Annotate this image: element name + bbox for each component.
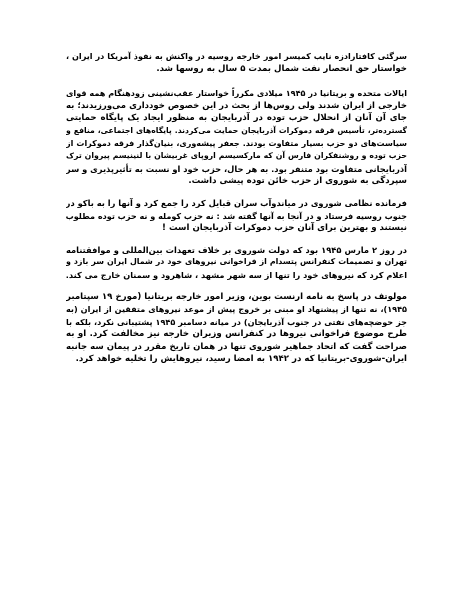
text-line: صراحت گفت که اتحاد جماهیر شوروی تنها در همان تاریخ مقرر در پیمان سه جانبه xyxy=(66,341,407,352)
text-line: حزب توده و روشنفکران فارس آن که مارکسیسم اروپای غربیشان با لنینیسم پیروان ترک xyxy=(66,151,407,161)
paragraph-kaftaradze xyxy=(66,50,407,75)
text-line: سرگئی کافتارادزه نایب کمیسر امور خارجه روسیه در واکنش به نفوذ آمریکا در ایران ، xyxy=(66,51,407,61)
text-line: جای آن آنان از انحلال حزب توده در آذربایجان به منظور ایجاد یک پایگاه حمایتی xyxy=(66,113,407,124)
text-line: در روز ۲ مارس ۱۹۴۵ بود که دولت شوروی بر خلاف تعهدات بین‌المللی و موافقتنامه xyxy=(66,244,407,255)
text-line: ۱۹۴۵)، نه تنها از پیشنهاد او مبنی بر خروج پیش از موعد نیروهای متفقین از ایران (به xyxy=(66,304,407,315)
text-line: ایالات متحده و بریتانیا در ۱۹۴۵ میلادی مکرراً خواستار عقب‌نشینی زودهنگام همه قوای xyxy=(66,88,407,99)
text-line: تهران و تصمیمات کنفرانس پتسدام از فراخوانی نیروهای خود در شمال ایران سر بازد و xyxy=(66,257,407,267)
paragraph-march-1945 xyxy=(66,244,407,282)
text-line: خواستار حق انحصار نفت شمال بمدت ۵ سال به روسها شد. xyxy=(156,63,407,74)
paragraph-miandoab xyxy=(66,197,407,235)
paragraph-us-britain xyxy=(66,87,407,188)
text-line: جنوب روسیه فرستاد و در آنجا به آنها گفته شد : نه حزب کومله و نه حزب توده مطلوب xyxy=(66,210,407,221)
paragraph-molotov xyxy=(66,291,407,367)
text-line: آذربایجانی متفاوت بود متنفر بود. به هر حال، حزب خود او نسبت به تأثیرپذیری و سر xyxy=(66,163,407,174)
text-line: گسترده‌تر، تأسیس فرقه دموکرات آذربایجان حمایت می‌کردند. پایگاه‌های اجتماعی، منافع و xyxy=(66,125,407,135)
text-line: نیستند و بهترین برای آنان حزب دموکرات آذربایجان است ! xyxy=(162,223,407,234)
text-line: ایران-شوروی-بریتانیا که در ۱۹۴۲ به امضا رسید، نیروهایش را تخلیه خواهد کرد. xyxy=(75,354,407,365)
text-line: طرح موضوع فراخوانی نیروها در کنفرانس وزیران خارجه نیز مخالفت کرد. او به xyxy=(66,329,407,340)
text-line: سیاست‌های دو حزب بسیار متفاوت بودند. جعفر پیشه‌وری، بنیان‌گذار فرقه دموکرات از xyxy=(66,138,407,148)
text-line: فرمانده نظامی شوروی در میاندوآب سران قبایل کرد را جمع کرد و آنها را به باکو در xyxy=(66,197,407,208)
text-line: سپردگی به شوروی از حزب خائن توده پیشی داشت. xyxy=(188,176,407,187)
text-line: جز حوضچه‌های نفتی در جنوب آذربایجان) در میانه دسامبر ۱۹۴۵ پشتیبانی نکرد، بلکه با xyxy=(66,316,407,327)
text-column xyxy=(66,50,407,376)
text-line: خارجی از ایران شدند ولی روس‌ها از بحث در این خصوص خودداری می‌ورزیدند؛ به xyxy=(66,100,407,111)
text-line: اعلام کرد که نیروهای خود را تنها از سه شهر مشهد ، شاهرود و سمنان خارج می کند. xyxy=(66,269,407,280)
text-line: مولوتف در پاسخ به نامه ارنست بوین، وزیر امور خارجه بریتانیا (مورخ ۱۹ سپتامبر xyxy=(66,291,407,302)
